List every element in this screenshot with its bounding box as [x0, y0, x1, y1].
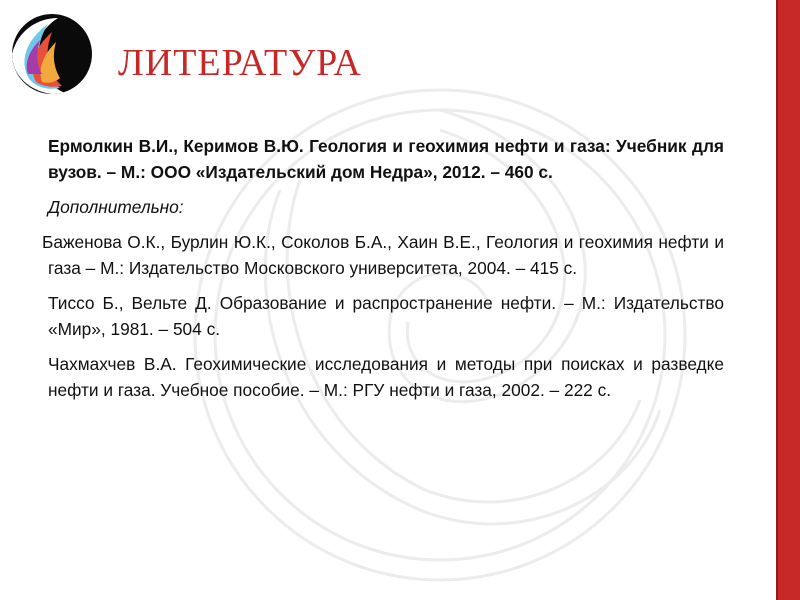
additional-label: Дополнительно: [48, 197, 184, 217]
references-list [42, 133, 724, 412]
flame-logo-icon [8, 10, 96, 98]
additional-reference-2: Тиссо Б., Вельте Д. Образование и распространение нефти. – М.: Издательство «Мир», 1981. – 504 с. [48, 293, 724, 339]
right-accent-bar [778, 0, 800, 600]
additional-reference-3: Чахмахчев В.А. Геохимические исследования и методы при поисках и разведке нефти и газа. Учебное пособие. – М.: РГУ нефти и газа, 2002. – 222 с. [48, 354, 724, 400]
main-reference: Ермолкин В.И., Керимов В.Ю. Геология и геохимия нефти и газа: Учебник для вузов. – М.: ООО «Издательский дом Недра», 2012. – 460 с. [48, 136, 724, 182]
additional-reference-1: Баженова О.К., Бурлин Ю.К., Соколов Б.А., Хаин В.Е., Геология и геохимия нефти и газа – М.: Издательство Московского университета, 2004. – 415 с. [42, 232, 724, 278]
page-title: ЛИТЕРАТУРА [118, 42, 362, 84]
